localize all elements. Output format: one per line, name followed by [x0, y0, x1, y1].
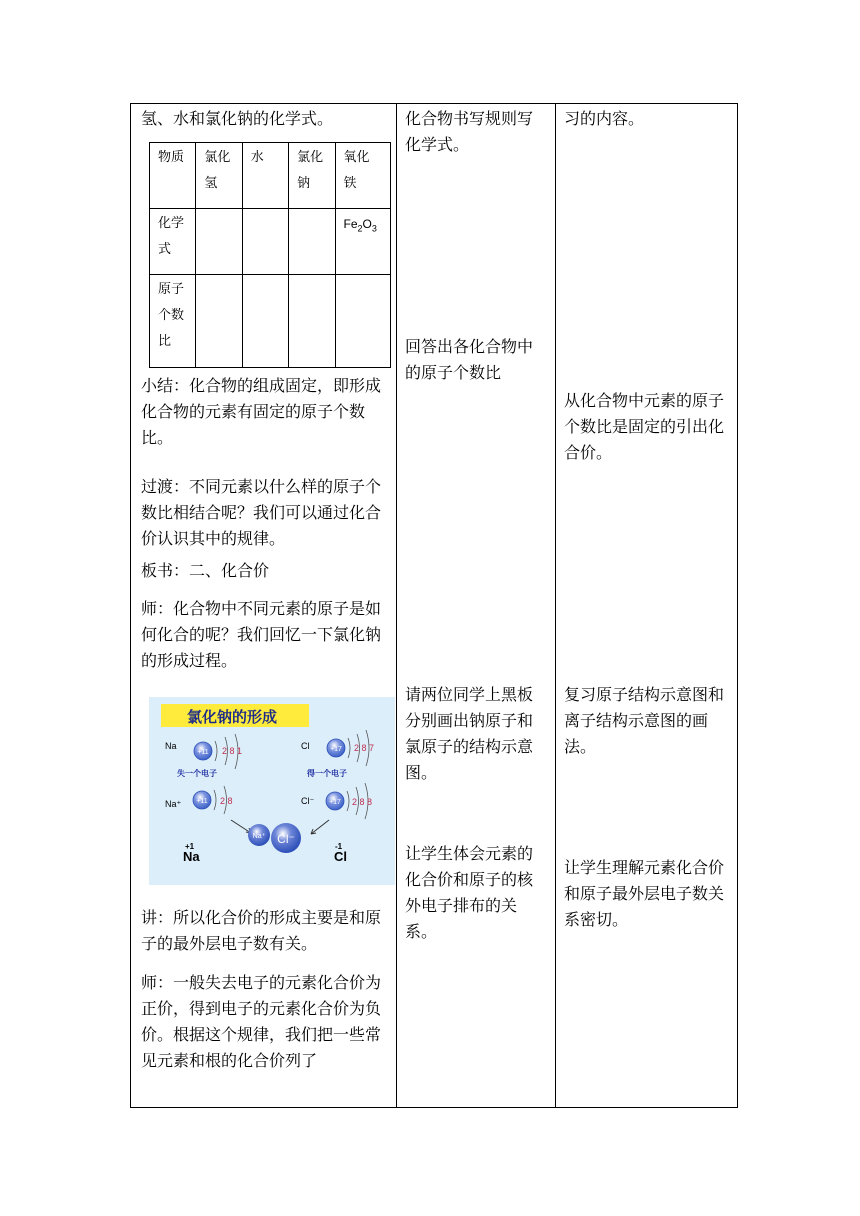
table-cell — [242, 275, 288, 368]
cl-ion-shell-numbers: 2 8 8 — [352, 797, 373, 807]
design-intent-2: 从化合物中元素的原子个数比是固定的引出化合价。 — [564, 391, 725, 462]
chloride-ion-text: Cl⁻ — [277, 832, 295, 846]
cl-nucleus-charge: +17 — [330, 746, 342, 753]
table-row-label: 化学式 — [150, 209, 196, 275]
na-nucleus-charge: +11 — [197, 749, 209, 756]
table-cell — [335, 275, 391, 368]
table-row-label: 原子个数比 — [150, 275, 196, 368]
student-activity-1: 化合物书写规则写化学式。 — [405, 109, 534, 154]
lose-electron-text: 失一个电子 — [177, 769, 217, 778]
table-cell — [196, 209, 242, 275]
na-ion-label: Na⁺ — [165, 799, 182, 809]
student-activity-2: 回答出各化合物中的原子个数比 — [405, 337, 534, 382]
summary-text: 小结：化合物的组成固定，即形成化合物的元素有固定的原子个数比。 — [141, 376, 382, 447]
sodium-ion-text: Na⁺ — [252, 833, 266, 840]
column-divider — [396, 104, 397, 1107]
table-header-cell: 氧化铁 — [335, 143, 391, 209]
table-cell — [289, 275, 335, 368]
teacher-question-text: 师：化合物中不同元素的原子是如何化合的呢？我们回忆一下氯化钠的形成过程。 — [141, 599, 382, 670]
table-header-cell: 氯化钠 — [289, 143, 335, 209]
table-header-cell: 物质 — [150, 143, 196, 209]
na-valence-symbol: Na — [183, 849, 200, 864]
cl-ion-label: Cl⁻ — [301, 796, 315, 806]
explain-text: 讲：所以化合价的形成主要是和原子的最外层电子数有关。 — [141, 908, 382, 953]
cl-valence-symbol: Cl — [334, 849, 347, 864]
student-activity-3: 请两位同学上黑板分别画出钠原子和氯原子的结构示意图。 — [405, 685, 534, 782]
cl-valence-charge: -1 — [335, 842, 343, 851]
column-divider — [555, 104, 556, 1107]
design-intent-4: 让学生理解元素化合价和原子最外层电子数关系密切。 — [564, 858, 725, 929]
na-valence-charge: +1 — [185, 842, 195, 851]
fe2o3-cell: $Fe_2O_3$ — [335, 209, 391, 275]
table-cell — [242, 209, 288, 275]
table-cell — [289, 209, 335, 275]
transition-text: 过渡：不同元素以什么样的原子个数比相结合呢？我们可以通过化合价认识其中的规律。 — [141, 477, 382, 548]
cl-atom-label: Cl — [301, 741, 310, 751]
design-intent-1: 习的内容。 — [564, 109, 645, 128]
cl-shell-numbers: 2 8 7 — [354, 743, 375, 753]
student-activity-4: 让学生体会元素的化合价和原子的核外电子排布的关系。 — [405, 844, 534, 941]
cl-ion-nucleus-charge: +17 — [329, 799, 341, 806]
table-header-cell: 氯化氢 — [196, 143, 242, 209]
lesson-table — [130, 103, 738, 1108]
na-atom-label: Na — [165, 741, 177, 751]
na-ion-nucleus-charge: +11 — [196, 798, 208, 805]
table-header-cell: 水 — [242, 143, 288, 209]
intro-text: 氢、水和氯化钠的化学式。 — [141, 109, 334, 128]
diagram-title: 氯化钠的形成 — [187, 708, 278, 726]
gain-electron-text: 得一个电子 — [307, 769, 347, 778]
design-intent-3: 复习原子结构示意图和离子结构示意图的画法。 — [564, 685, 725, 756]
na-shell-numbers: 2 8 1 — [222, 746, 243, 756]
board-text: 板书：二、化合价 — [141, 561, 270, 580]
table-cell — [196, 275, 242, 368]
teacher-rule-text: 师：一般失去电子的元素化合价为正价，得到电子的元素化合价为负价。根据这个规律，我们把一些常见元素和根的化合价列了 — [141, 973, 382, 1070]
formula-table — [149, 142, 391, 368]
sodium-chloride-formation-diagram — [149, 697, 395, 885]
na-ion-shell-numbers: 2 8 — [220, 796, 233, 806]
